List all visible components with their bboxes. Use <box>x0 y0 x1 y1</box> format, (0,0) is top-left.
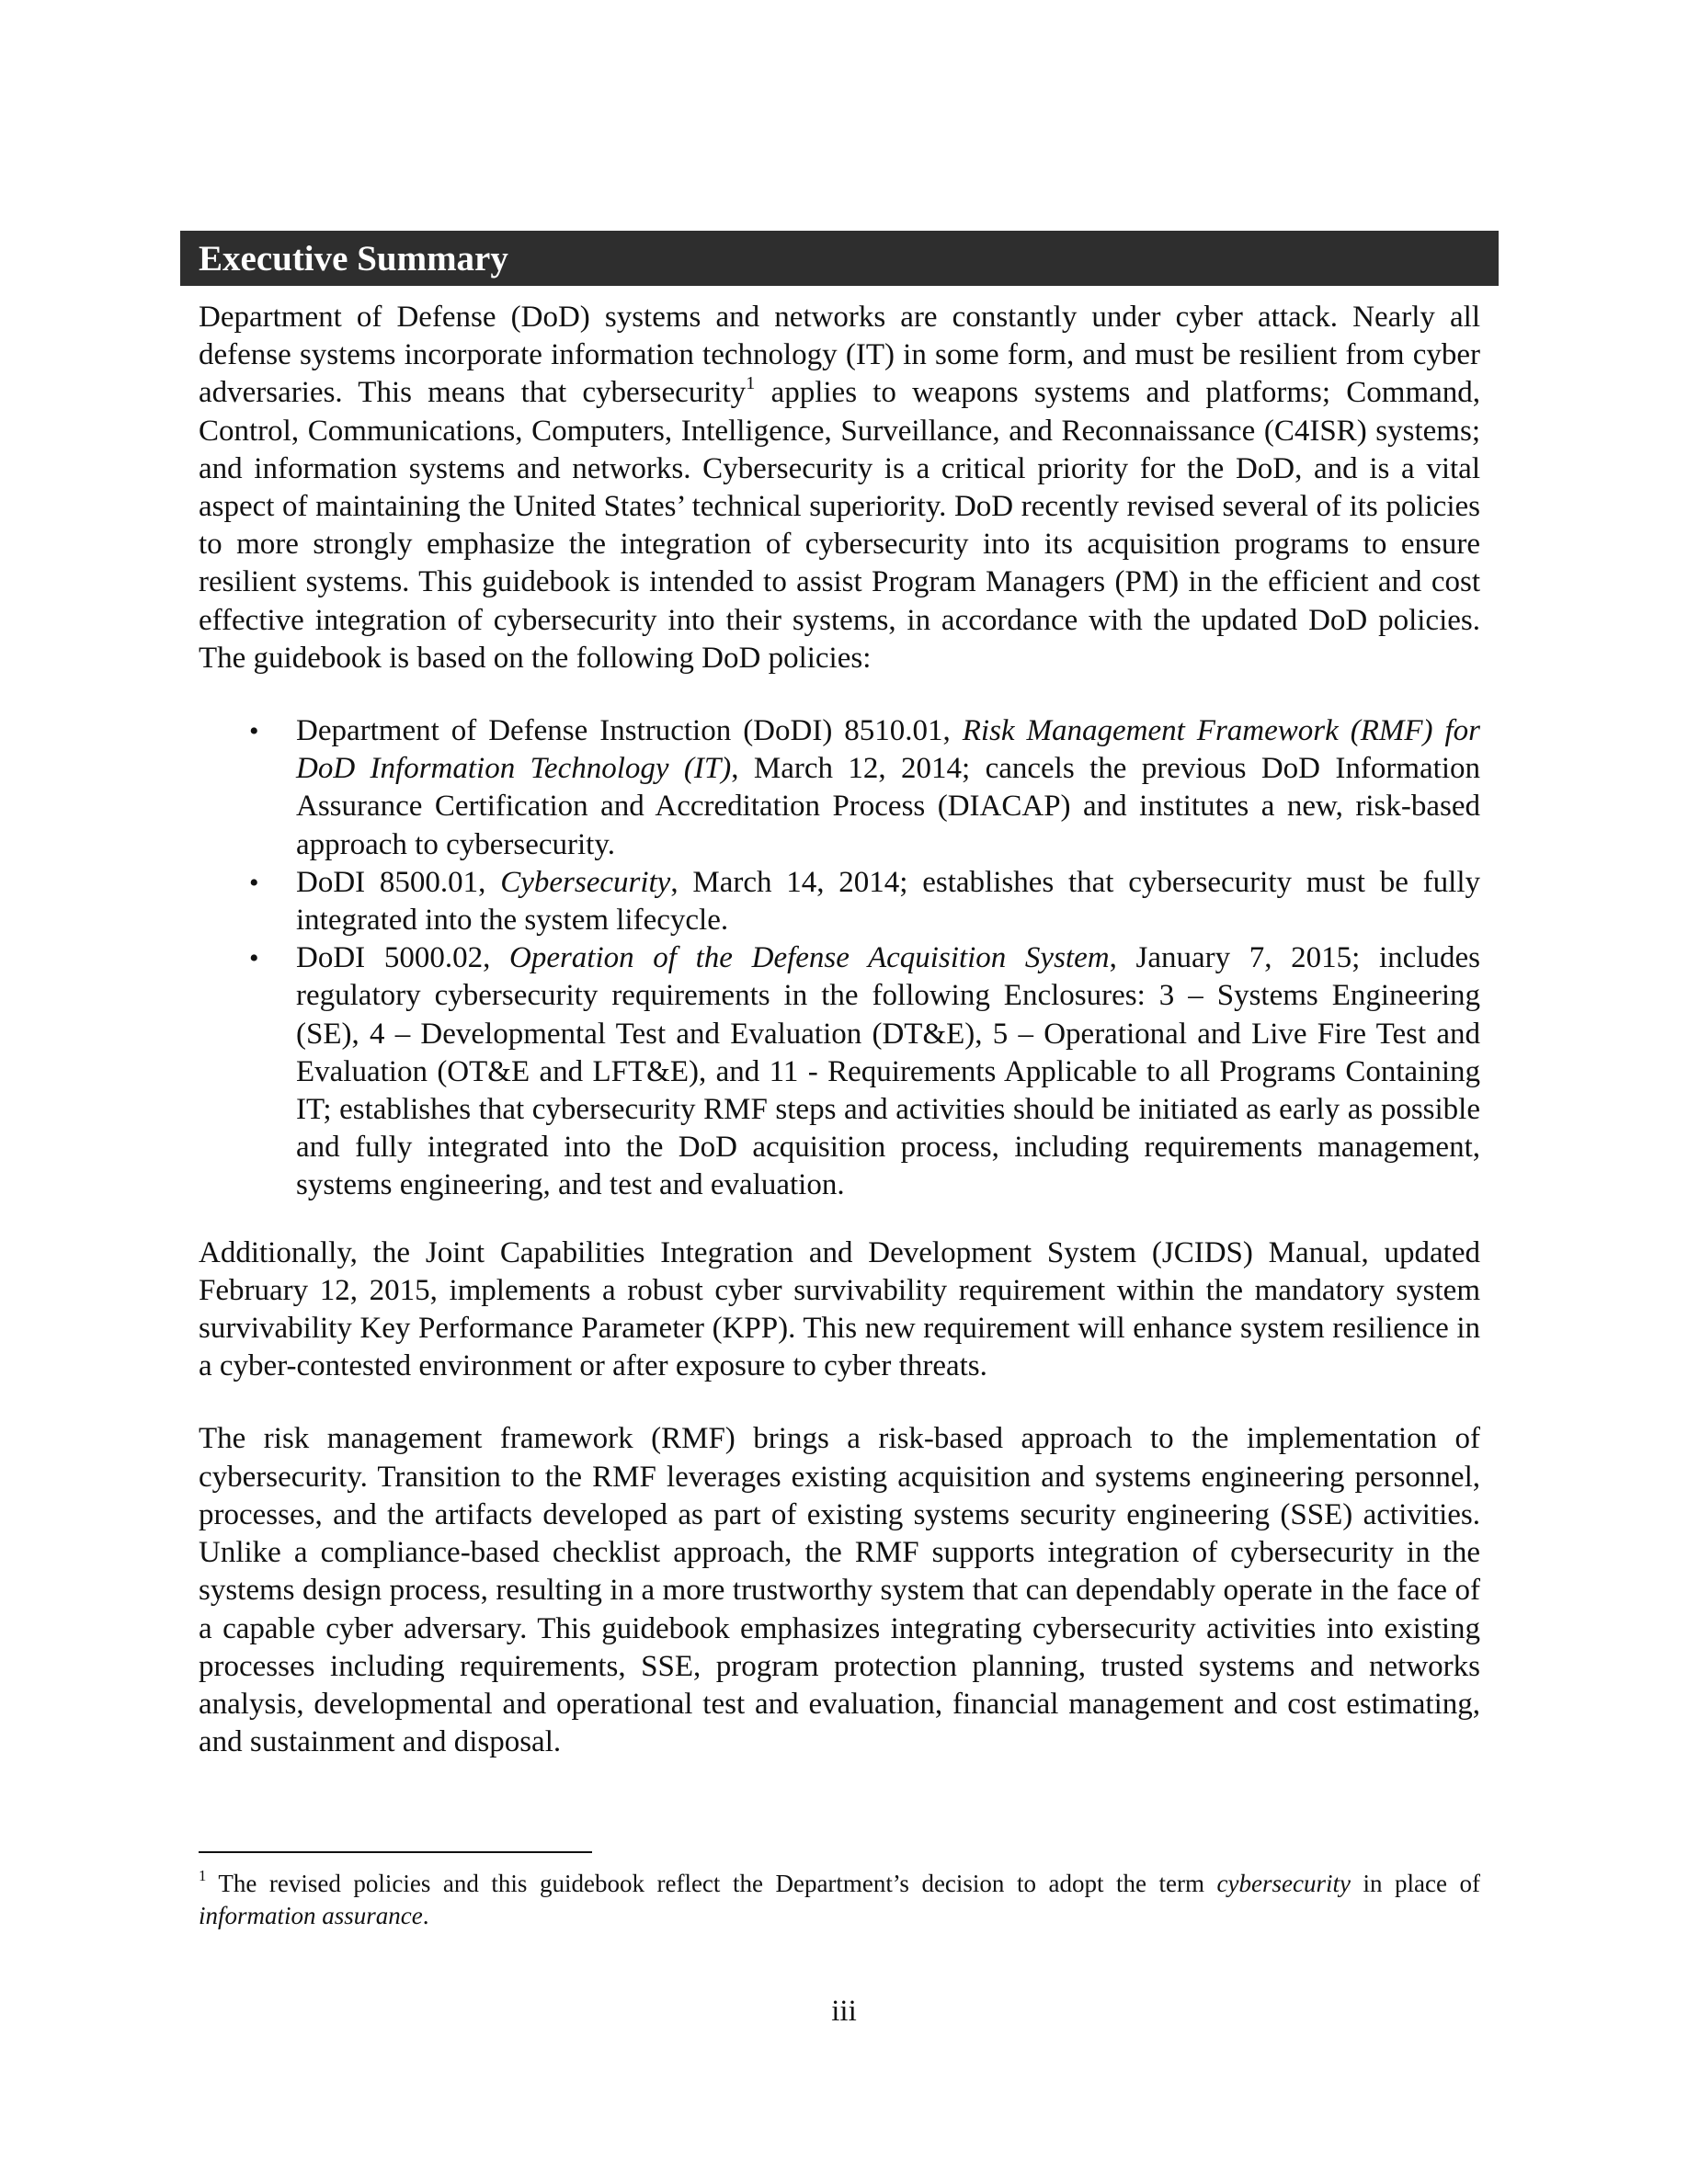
list-item: • DoDI 5000.02, Operation of the Defense Acquisition System, January 7, 2015; includes regulatory cybersecurity requirements in the following Enclosures: 3 – Systems Engineering (SE), 4 – Developmental Test and Evaluation (DT&E), 5 – Operational and Live Fire Test and Evaluation (OT&E and LFT&E), and 11 - Requirements Applicable to all Programs Containing IT; establishes that cybersecurity RMF steps and activities should be initiated as early as possible and fully integrated into the DoD acquisition process, including requirements management, systems engineering, and test and evaluation. <box>249 941 1480 1202</box>
page-number: iii <box>831 1995 857 2028</box>
policy-title: Operation of the Defense Acquisition System <box>508 941 1110 975</box>
bullet-icon: • <box>249 867 259 898</box>
policy-title: Risk Management Framework (RMF) for DoD Information Technology (IT) <box>296 714 1480 786</box>
footnote-separator <box>199 1851 592 1853</box>
footnote-number: 1 <box>199 1867 207 1885</box>
section-header-bar <box>180 231 1499 286</box>
policy-list <box>199 712 1480 1205</box>
bullet-icon: • <box>249 716 259 747</box>
list-item: • Department of Defense Instruction (DoDI) 8510.01, Risk Management Framework (RMF) for DoD Information Technology (IT), March 12, 2014; cancels the previous DoD Information Assurance Certification and Accreditation Process (DIACAP) and institutes a new, risk-based approach to cybersecurity. <box>249 714 1480 861</box>
rmf-paragraph: The risk management framework (RMF) brings a risk-based approach to the implementation of cybersecurity. Transition to the RMF leverages existing acquisition and systems engineering personnel, processes, and the artifacts developed as part of existing systems security engineering (SSE) activities. Unlike a compliance-based checklist approach, the RMF supports integration of cybersecurity in the systems design process, resulting in a more trustworthy system that can dependably operate in the face of a capable cyber adversary. This guidebook emphasizes integrating cybersecurity activities into existing processes including requirements, SSE, program protection planning, trusted systems and networks analysis, developmental and operational test and evaluation, financial management and cost estimating, and sustainment and disposal. <box>199 1422 1480 1759</box>
section-title: Executive Summary <box>199 238 508 279</box>
footnote: $^1$ The revised policies and this guidebook reflect the Department’s decision to adopt the term cybersecurity in place of information assurance. <box>199 1867 1480 1929</box>
jcids-paragraph: Additionally, the Joint Capabilities Integration and Development System (JCIDS) Manual, updated February 12, 2015, implements a robust cyber survivability requirement within the mandatory system survivability Key Performance Parameter (KPP). This new requirement will enhance system resilience in a cyber-contested environment or after exposure to cyber threats. <box>199 1235 1480 1383</box>
intro-paragraph: Department of Defense (DoD) systems and networks are constantly under cyber attack. Nearly all defense systems incorporate information technology (IT) in some form, and must be resilient from cyber adversaries. This means that cybersecurity$^1$ applies to weapons systems and platforms; Command, Control, Communications, Computers, Intelligence, Surveillance, and Reconnaissance (C4ISR) systems; and information systems and networks. Cybersecurity is a critical priority for the DoD, and is a vital aspect of maintaining the United States’ technical superiority. DoD recently revised several of its policies to more strongly emphasize the integration of cybersecurity into its acquisition programs to ensure resilient systems. This guidebook is intended to assist Program Managers (PM) in the efficient and cost effective integration of cybersecurity into their systems, in accordance with the updated DoD policies. The guidebook is based on the following DoD policies: <box>199 301 1481 675</box>
list-item: • DoDI 8500.01, Cybersecurity, March 14, 2014; establishes that cybersecurity must be fully integrated into the system lifecycle. <box>249 865 1480 938</box>
bullet-icon: • <box>249 943 259 974</box>
body-content <box>199 299 1480 1761</box>
footnote-reference[interactable]: 1 <box>746 373 756 394</box>
policy-title: Cybersecurity <box>500 865 671 899</box>
